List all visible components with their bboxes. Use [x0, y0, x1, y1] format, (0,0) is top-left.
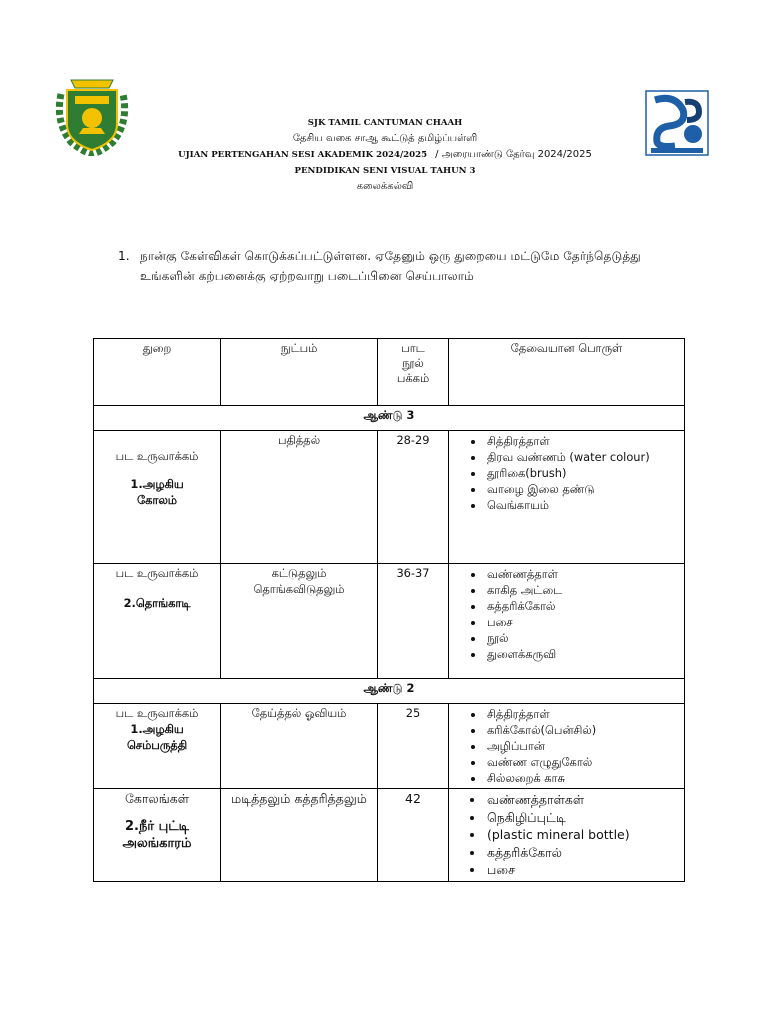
year-3-label: ஆண்டு 3 — [94, 406, 685, 431]
project-title: 1.அழகிய செம்பருத்தி — [126, 722, 188, 752]
list-item: • காகித அட்டை — [485, 582, 680, 598]
school-name-tamil: தேசிய வகை சாஆ கூட்டுத் தமிழ்ப்பள்ளி — [292, 133, 478, 144]
field-cell — [94, 564, 221, 679]
list-item: • தூரிகை(brush) — [485, 465, 680, 481]
materials-list — [453, 706, 680, 786]
materials-list — [453, 433, 680, 513]
project-title: 1.அழகிய கோலம் — [130, 477, 184, 507]
list-item: • பசை — [485, 861, 680, 879]
field-cell — [94, 431, 221, 564]
field-cell — [94, 789, 221, 882]
list-item: • பசை — [485, 614, 680, 630]
list-item: • துளைக்கருவி — [485, 646, 680, 662]
table-row — [94, 704, 685, 789]
field-label: பட உருவாக்கம் — [115, 566, 199, 580]
header-textbook-page — [378, 339, 449, 406]
list-item: • வண்ணத்தாள் — [485, 566, 680, 582]
list-item: • வண்ணத்தாள்கள் — [485, 791, 680, 809]
list-item: • திரவ வண்ணம் (water colour) — [485, 449, 680, 465]
exam-header — [150, 115, 620, 195]
technique-cell: கட்டுதலும் தொங்கவிடுதலும் — [221, 564, 378, 679]
header-page-line-2: நூல் — [402, 356, 424, 370]
technique-cell: மடித்தலும் கத்தரித்தலும் — [221, 789, 378, 882]
question-text: நான்கு கேள்விகள் கொடுக்கப்பட்டுள்ளன. ஏதேனும் ஒரு துறையை மட்டுமே தேர்ந்தெடுத்து உங்களின் கற்பனைக்கு ஏற்றவாறு படைப்பினை செய்பாலாம் — [140, 249, 641, 283]
header-page-line-3: பக்கம் — [396, 371, 430, 385]
list-item: • வாழை இலை தண்டு — [485, 481, 680, 497]
page-cell: 42 — [378, 789, 449, 882]
list-item: • (plastic mineral bottle) — [485, 826, 680, 844]
list-item: • சில்லறைக் காசு — [485, 770, 680, 786]
list-item: • நெகிழிப்புட்டி — [485, 809, 680, 827]
school-name-english: SJK TAMIL CANTUMAN CHAAH — [307, 118, 463, 128]
school-crest-logo — [53, 72, 131, 156]
project-title: 2.தொங்காடி — [123, 596, 191, 610]
table-header-row — [94, 339, 685, 406]
year-3-row — [94, 406, 685, 431]
subject-english: PENDIDIKAN SENI VISUAL TAHUN 3 — [294, 166, 476, 176]
materials-cell — [449, 431, 685, 564]
field-cell — [94, 704, 221, 789]
list-item: • வெங்காயம் — [485, 497, 680, 513]
exam-title-row — [150, 147, 620, 163]
field-label: பட உருவாக்கம் — [115, 706, 199, 720]
field-label: கோலங்கள் — [124, 791, 189, 806]
list-item: • சித்திரத்தாள் — [485, 706, 680, 722]
table-row — [94, 789, 685, 882]
header-technique: நுட்பம் — [221, 339, 378, 406]
materials-list — [453, 566, 680, 662]
materials-list — [453, 791, 680, 879]
header-field: துறை — [94, 339, 221, 406]
list-item: • சித்திரத்தாள் — [485, 433, 680, 449]
exam-title-english: UJIAN PERTENGAHAN SESI AKADEMIK 2024/2025 — [178, 150, 428, 160]
page-cell: 36-37 — [378, 564, 449, 679]
list-item: • கத்தரிக்கோல் — [485, 844, 680, 862]
exam-title-tamil: / அரையாண்டு தேர்வு 2024/2025 — [435, 149, 592, 160]
materials-cell — [449, 704, 685, 789]
page-cell: 28-29 — [378, 431, 449, 564]
list-item: • கத்தரிக்கோல் — [485, 598, 680, 614]
field-label: பட உருவாக்கம் — [115, 449, 199, 463]
list-item: • வண்ண எழுதுகோல் — [485, 754, 680, 770]
subject-tamil: கலைக்கல்வி — [356, 181, 414, 192]
year-2-label: ஆண்டு 2 — [94, 679, 685, 704]
project-title: 2.நீர் புட்டி அலங்காரம் — [122, 819, 192, 851]
question-number: 1. — [118, 249, 130, 263]
table-row — [94, 431, 685, 564]
technique-cell: தேய்த்தல் ஓவியம் — [221, 704, 378, 789]
page-cell: 25 — [378, 704, 449, 789]
materials-cell — [449, 564, 685, 679]
technique-cell: பதித்தல் — [221, 431, 378, 564]
exam-logo — [645, 90, 709, 156]
header-page-line-1: பாட — [401, 341, 425, 355]
year-2-row — [94, 679, 685, 704]
list-item: • கரிக்கோல்(பென்சில்) — [485, 722, 680, 738]
materials-cell — [449, 789, 685, 882]
header-materials: தேவையான பொருள் — [449, 339, 685, 406]
list-item: • அழிப்பான் — [485, 738, 680, 754]
list-item: • நூல் — [485, 630, 680, 646]
subject-table — [93, 338, 685, 882]
table-row — [94, 564, 685, 679]
